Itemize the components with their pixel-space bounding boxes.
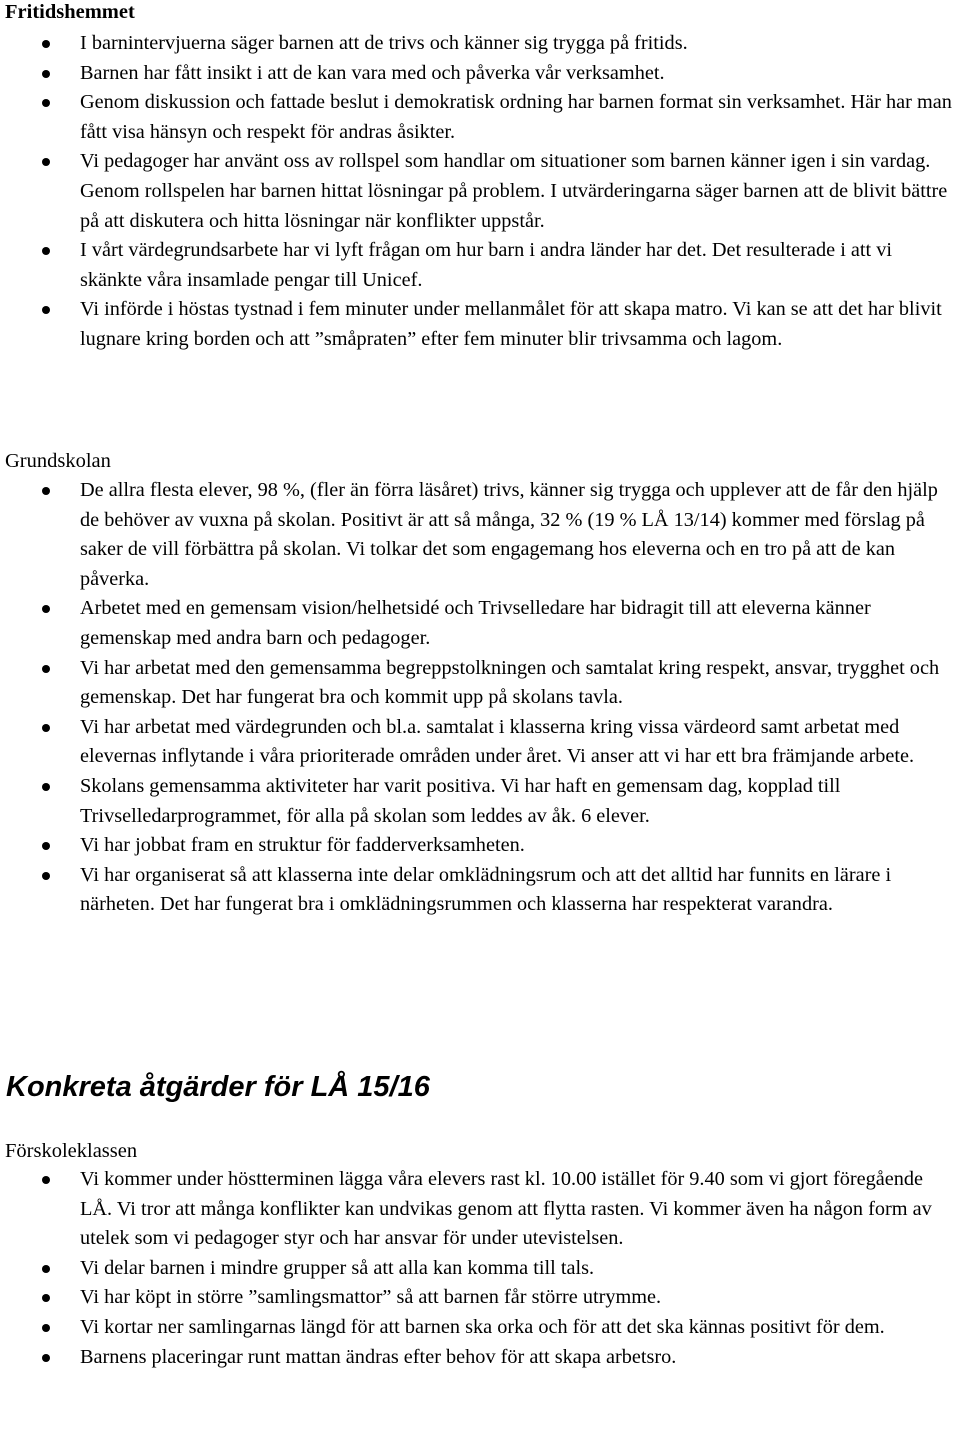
- list-item-text: Vi införde i höstas tystnad i fem minuter under mellanmålet för att skapa matro. Vi kan se att det har blivit lugnare kring borden och att ”småpraten” efter fem minuter blir trivsamma och lagom.: [80, 298, 942, 350]
- list-item: [0, 594, 956, 653]
- bullet-icon: [42, 247, 50, 255]
- list-item-text: Vi kommer under höstterminen lägga våra elevers rast kl. 10.00 istället för 9.40 som vi gjort föregående LÅ. Vi tror att många konflikter kan undvikas genom att flytta rasten. Vi kommer även ha någon form av utelek som vi pedagoger styr och har ansvar för under utevistelsen.: [80, 1168, 932, 1250]
- list-item-text: Skolans gemensamma aktiviteter har varit positiva. Vi har haft en gemensam dag, kopplad till Trivselledarprogrammet, för alla på skolan som leddes av åk. 6 elever.: [80, 774, 841, 827]
- bullet-icon: [42, 783, 50, 791]
- bullet-list-fritidshemmet: [0, 29, 956, 355]
- list-item-text: Arbetet med en gemensam vision/helhetsidé och Trivselledare har bidragit till att eleverna känner gemenskap med andra barn och pedagoger.: [80, 597, 871, 649]
- list-item-text: Vi delar barnen i mindre grupper så att alla kan komma till tals.: [80, 1256, 595, 1279]
- list-item: [0, 1165, 956, 1254]
- bullet-icon: [42, 1354, 50, 1362]
- list-item-text: Vi har jobbat fram en struktur för fadderverksamheten.: [80, 834, 525, 857]
- section-heading-forskoleklassen: Förskoleklassen: [5, 1140, 138, 1162]
- bullet-icon: [42, 70, 50, 78]
- list-item-text: Vi har köpt in större ”samlingsmattor” så att barnen får större utrymme.: [80, 1286, 662, 1309]
- bullet-icon: [42, 99, 50, 107]
- list-item: [0, 654, 956, 713]
- list-item: [0, 236, 956, 295]
- list-item-text: Barnen har fått insikt i att de kan vara med och påverka vår verksamhet.: [80, 61, 665, 84]
- list-item-text: Vi har organiserat så att klasserna inte delar omklädningsrum och att det alltid har funnits en lärare i närheten. Det har fungerat bra i omklädningsrummen och klasserna har respekterat varandra.: [80, 863, 892, 916]
- list-item-text: I barnintervjuerna säger barnen att de trivs och känner sig trygga på fritids.: [80, 32, 688, 54]
- list-item-text: De allra flesta elever, 98 %, (fler än förra läsåret) trivs, känner sig trygga och upplever att de får den hjälp de behöver av vuxna på skolan. Positivt är att så många, 32 % (19 % LÅ 13/14) kommer med förslag på saker de vill förbättra på skolan. Vi tolkar det som engagemang hos eleverna och en tro på att de kan påverka.: [80, 479, 938, 590]
- list-item-text: Vi pedagoger har använt oss av rollspel som handlar om situationer som barnen känner igen i sin vardag. Genom rollspelen har barnen hittat lösningar på problem. I utvärderingarna säger barnen att de blivit bättre på att diskutera och hitta lösningar när konflikter uppstår.: [80, 150, 948, 232]
- bullet-icon: [42, 872, 50, 880]
- list-item: [0, 861, 956, 920]
- list-item: [0, 88, 956, 147]
- list-item: [0, 147, 956, 236]
- bullet-icon: [42, 1324, 50, 1332]
- page-title: Konkreta åtgärder för LÅ 15/16: [6, 1071, 430, 1103]
- section-heading-fritidshemmet: Fritidshemmet: [5, 1, 135, 23]
- bullet-icon: [42, 40, 50, 48]
- list-item: [0, 1283, 956, 1313]
- bullet-icon: [42, 487, 50, 495]
- list-item: [0, 1254, 956, 1284]
- list-item: [0, 29, 956, 59]
- list-item-text: Barnens placeringar runt mattan ändras efter behov för att skapa arbetsro.: [80, 1345, 677, 1368]
- list-item: [0, 1343, 956, 1373]
- list-item-text: I vårt värdegrundsarbete har vi lyft frågan om hur barn i andra länder har det. Det resulterade i att vi skänkte våra insamlade pengar till Unicef.: [80, 239, 893, 291]
- list-item-text: Genom diskussion och fattade beslut i demokratisk ordning har barnen format sin verksamhet. Här har man fått visa hänsyn och respekt för andras åsikter.: [80, 91, 952, 143]
- bullet-icon: [42, 665, 50, 673]
- bullet-icon: [42, 158, 50, 166]
- list-item: [0, 59, 956, 89]
- list-item: [0, 295, 956, 354]
- list-item-text: Vi kortar ner samlingarnas längd för att barnen ska orka och för att det ska kännas positivt för dem.: [80, 1315, 885, 1338]
- list-item: [0, 831, 956, 861]
- section-heading-grundskolan: Grundskolan: [5, 450, 111, 472]
- list-item: [0, 713, 956, 772]
- bullet-icon: [42, 605, 50, 613]
- bullet-icon: [42, 724, 50, 732]
- bullet-icon: [42, 842, 50, 850]
- bullet-list-forskoleklassen: [0, 1165, 956, 1372]
- bullet-icon: [42, 1176, 50, 1184]
- bullet-list-grundskolan: [0, 476, 956, 920]
- list-item-text: Vi har arbetat med den gemensamma begreppstolkningen och samtalat kring respekt, ansvar, trygghet och gemenskap. Det har fungerat bra och kommit upp på skolans tavla.: [80, 656, 940, 709]
- list-item: [0, 1313, 956, 1343]
- list-item: [0, 772, 956, 831]
- list-item: [0, 476, 956, 594]
- bullet-icon: [42, 1265, 50, 1273]
- list-item-text: Vi har arbetat med värdegrunden och bl.a. samtalat i klasserna kring vissa värdeord samt arbetat med elevernas inflytande i våra prioriterade områden under året. Vi anser att vi har ett bra främjande arbete.: [80, 715, 915, 768]
- bullet-icon: [42, 1294, 50, 1302]
- bullet-icon: [42, 306, 50, 314]
